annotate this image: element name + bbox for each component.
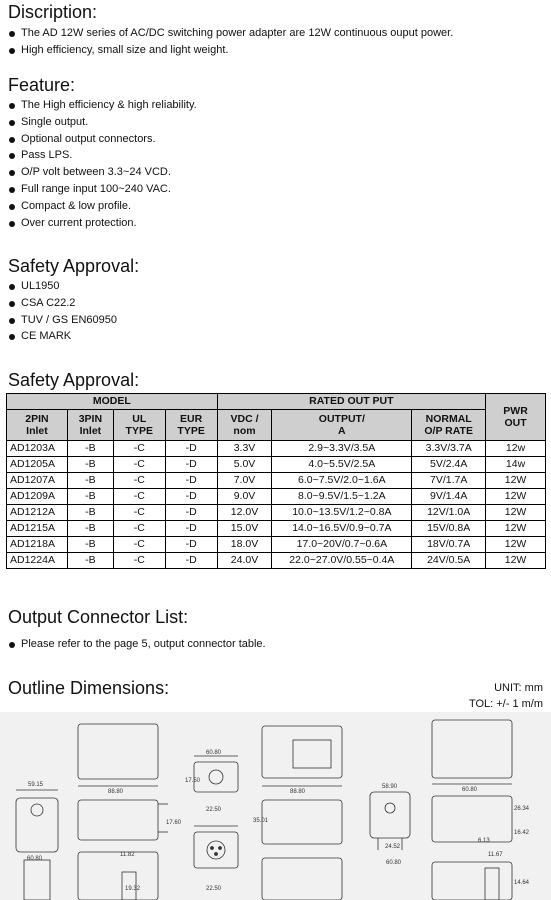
cell-ul: -C [113,473,165,489]
table-row [7,537,546,553]
cell-ul: -C [113,441,165,457]
svg-text:60.80: 60.80 [462,787,478,793]
list-item: CSA C22.2 [8,295,117,312]
list-item: High efficiency, small size and light weight. [8,42,453,59]
cell-pin3: -B [67,473,113,489]
cell-vdc: 9.0V [217,489,272,505]
cell-eur: -D [165,553,217,569]
output-header: OUTPUT/ A [272,410,412,441]
cell-vdc: 7.0V [217,473,272,489]
table-heading: Safety Approval: [8,370,140,390]
cell-output: 6.0~7.5V/2.0~1.6A [272,473,412,489]
cell-vdc: 18.0V [217,537,272,553]
cell-pin3: -B [67,505,113,521]
cell-pin3: -B [67,521,113,537]
table-row [7,521,546,537]
svg-text:22.50: 22.50 [206,807,222,813]
eur-type-header: EUR TYPE [165,410,217,441]
cell-pin3: -B [67,553,113,569]
model-spec-table [6,393,546,569]
list-item: Over current protection. [8,215,197,232]
list-item: The AD 12W series of AC/DC switching power adapter are 12W continuous ouput power. [8,25,453,42]
table-row [7,441,546,457]
cell-vdc: 5.0V [217,457,272,473]
cell-pin3: -B [67,489,113,505]
table-row [7,489,546,505]
svg-text:59.15: 59.15 [28,782,44,788]
cell-ul: -C [113,537,165,553]
cell-output: 17.0~20V/0.7~0.6A [272,537,412,553]
cell-ul: -C [113,553,165,569]
table-row [7,505,546,521]
table-row [7,473,546,489]
3pin-header: 3PIN Inlet [67,410,113,441]
cell-pwr: 12W [486,473,546,489]
model-group-header: MODEL [7,394,218,410]
list-item: The High efficiency & high reliability. [8,97,197,114]
svg-text:11.82: 11.82 [120,852,135,858]
feature-heading: Feature: [8,75,76,95]
cell-ul: -C [113,521,165,537]
cell-pwr: 12W [486,489,546,505]
svg-text:60.80: 60.80 [206,750,222,756]
cell-ul: -C [113,489,165,505]
tolerance-label: TOL: +/- 1 m/m [468,698,543,710]
svg-text:19.32: 19.32 [125,886,141,892]
list-item: Pass LPS. [8,147,197,164]
cell-rate: 5V/2.4A [412,457,486,473]
connector-list [8,636,266,653]
cell-rate: 15V/0.8A [412,521,486,537]
cell-rate: 7V/1.7A [412,473,486,489]
cell-eur: -D [165,473,217,489]
svg-text:88.80: 88.80 [290,789,306,795]
outline-heading: Outline Dimensions: [8,678,170,698]
2pin-header: 2PIN Inlet [7,410,68,441]
cell-rate: 24V/0.5A [412,553,486,569]
list-item: Optional output connectors. [8,131,197,148]
cell-pin2: AD1212A [7,505,68,521]
list-item: TUV / GS EN60950 [8,312,117,329]
cell-pin2: AD1224A [7,553,68,569]
table-row [7,553,546,569]
cell-output: 14.0~16.5V/0.9~0.7A [272,521,412,537]
vdc-header: VDC / nom [217,410,272,441]
cell-pin2: AD1203A [7,441,68,457]
cell-pin3: -B [67,441,113,457]
cell-pwr: 12W [486,505,546,521]
safety-heading: Safety Approval: [8,256,140,276]
list-item: O/P volt between 3.3~24 VCD. [8,164,197,181]
cell-pin3: -B [67,457,113,473]
description-list [8,25,453,59]
cell-eur: -D [165,521,217,537]
cell-pwr: 12W [486,537,546,553]
connector-heading: Output Connector List: [8,607,189,627]
cell-eur: -D [165,457,217,473]
svg-text:14.64: 14.64 [514,880,530,886]
list-item: Compact & low profile. [8,198,197,215]
cell-eur: -D [165,537,217,553]
svg-text:88.80: 88.80 [108,789,124,795]
cell-pin2: AD1218A [7,537,68,553]
svg-text:17.60: 17.60 [166,820,182,826]
list-item: Please refer to the page 5, output connector table. [8,636,266,653]
cell-vdc: 12.0V [217,505,272,521]
cell-rate: 9V/1.4A [412,489,486,505]
cell-output: 10.0~13.5V/1.2~0.8A [272,505,412,521]
cell-eur: -D [165,441,217,457]
description-heading: Discription: [8,2,98,22]
cell-pin2: AD1209A [7,489,68,505]
pwr-out-header: PWR OUT [486,394,546,441]
cell-pwr: 12w [486,441,546,457]
cell-ul: -C [113,505,165,521]
svg-text:26.34: 26.34 [514,806,530,812]
feature-list [8,97,197,231]
cell-vdc: 24.0V [217,553,272,569]
cell-rate: 18V/0.7A [412,537,486,553]
svg-text:35.01: 35.01 [253,818,269,824]
unit-label: UNIT: mm [494,682,543,694]
list-item: Full range input 100~240 VAC. [8,181,197,198]
cell-output: 8.0~9.5V/1.5~1.2A [272,489,412,505]
cell-eur: -D [165,489,217,505]
cell-pin3: -B [67,537,113,553]
safety-list [8,278,117,345]
cell-pin2: AD1215A [7,521,68,537]
cell-pwr: 12W [486,521,546,537]
normal-rate-header: NORMAL O/P RATE [412,410,486,441]
svg-text:60.80: 60.80 [27,856,43,862]
svg-text:6.13: 6.13 [478,838,490,844]
cell-pwr: 14w [486,457,546,473]
cell-eur: -D [165,505,217,521]
list-item: Single output. [8,114,197,131]
cell-pwr: 12W [486,553,546,569]
svg-text:58.90: 58.90 [382,784,398,790]
cell-output: 2.9~3.3V/3.5A [272,441,412,457]
rated-output-group-header: RATED OUT PUT [217,394,486,410]
ul-type-header: UL TYPE [113,410,165,441]
cell-output: 4.0~5.5V/2.5A [272,457,412,473]
svg-text:24.52: 24.52 [385,844,401,850]
table-row [7,457,546,473]
cell-pin2: AD1207A [7,473,68,489]
cell-vdc: 15.0V [217,521,272,537]
svg-text:11.67: 11.67 [488,852,503,858]
svg-text:17.50: 17.50 [185,778,201,784]
svg-text:60.80: 60.80 [386,860,402,866]
cell-rate: 12V/1.0A [412,505,486,521]
cell-vdc: 3.3V [217,441,272,457]
outline-dimension-drawing [0,712,551,900]
svg-text:16.42: 16.42 [514,830,530,836]
cell-pin2: AD1205A [7,457,68,473]
cell-output: 22.0~27.0V/0.55~0.4A [272,553,412,569]
cell-ul: -C [113,457,165,473]
svg-text:22.50: 22.50 [206,886,222,892]
list-item: UL1950 [8,278,117,295]
list-item: CE MARK [8,328,117,345]
cell-rate: 3.3V/3.7A [412,441,486,457]
